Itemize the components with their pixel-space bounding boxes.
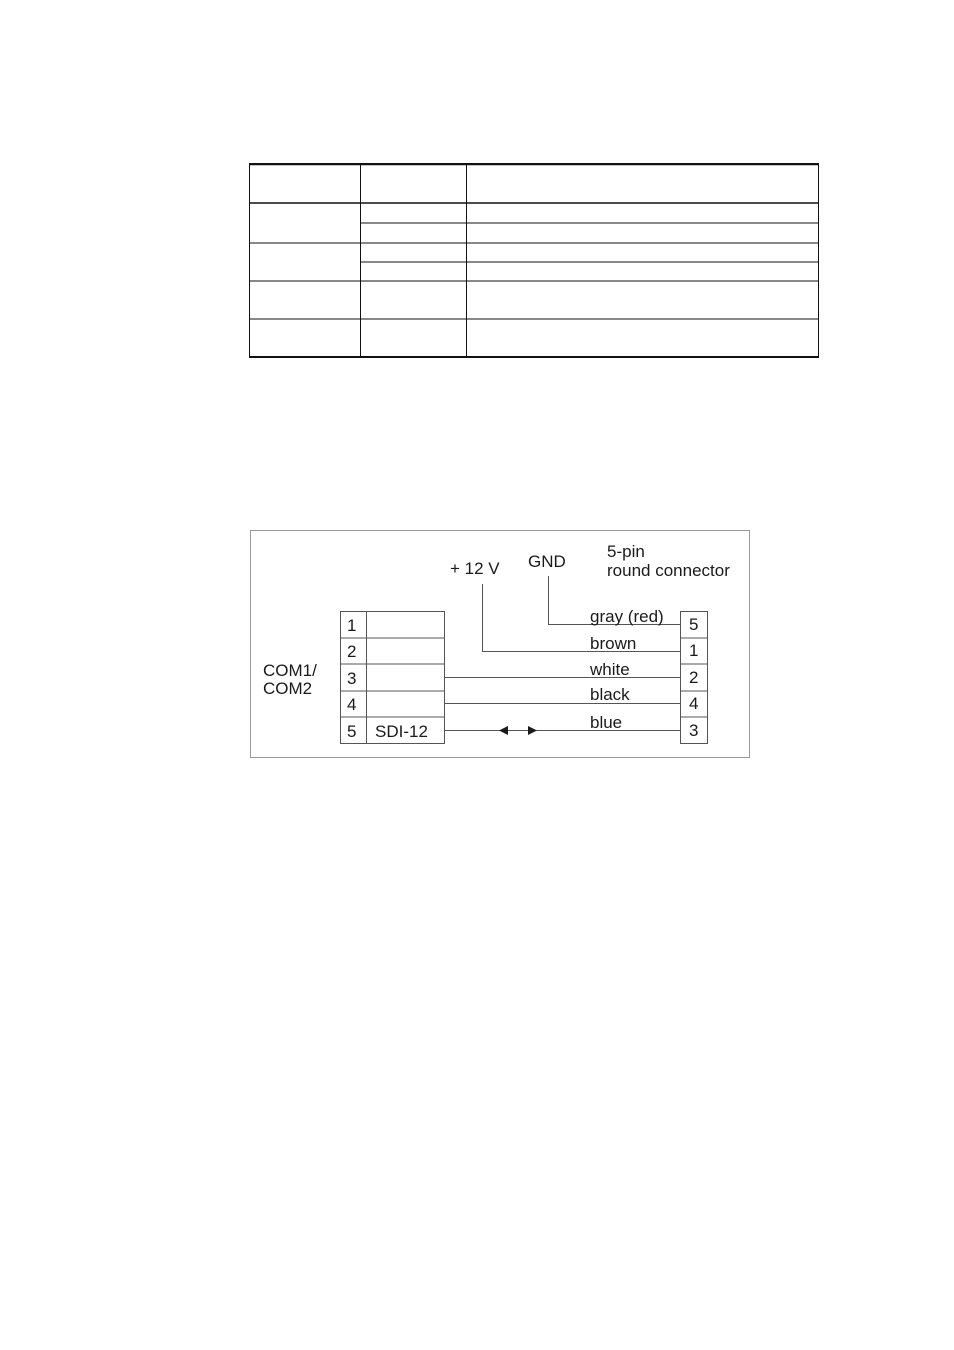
- supply-label: + 12 V: [450, 559, 500, 578]
- right-pin-number: 3: [689, 721, 699, 740]
- connector-spec-table: [249, 163, 819, 358]
- left-pin-number: 3: [347, 669, 357, 688]
- right-pin-number: 2: [689, 668, 699, 687]
- sdi12-wiring-diagram: [249, 529, 751, 760]
- ground-label: GND: [528, 552, 566, 571]
- wire-label: black: [590, 685, 630, 704]
- left-pin-number: 5: [347, 722, 357, 741]
- left-pin-label: SDI-12: [375, 722, 428, 741]
- wire-label: gray (red): [590, 607, 664, 626]
- right-connector-title: 5-pin round connector: [607, 542, 730, 580]
- left-pin-number: 4: [347, 695, 357, 714]
- left-pin-number: 1: [347, 616, 357, 635]
- right-pin-number: 1: [689, 641, 699, 660]
- right-pin-number: 4: [689, 694, 699, 713]
- wire-label: white: [590, 660, 630, 679]
- left-pin-number: 2: [347, 642, 357, 661]
- wire-label: brown: [590, 634, 637, 653]
- wire-label: blue: [590, 713, 623, 732]
- left-connector-title: COM1/ COM2: [263, 661, 317, 698]
- right-pin-number: 5: [689, 615, 699, 634]
